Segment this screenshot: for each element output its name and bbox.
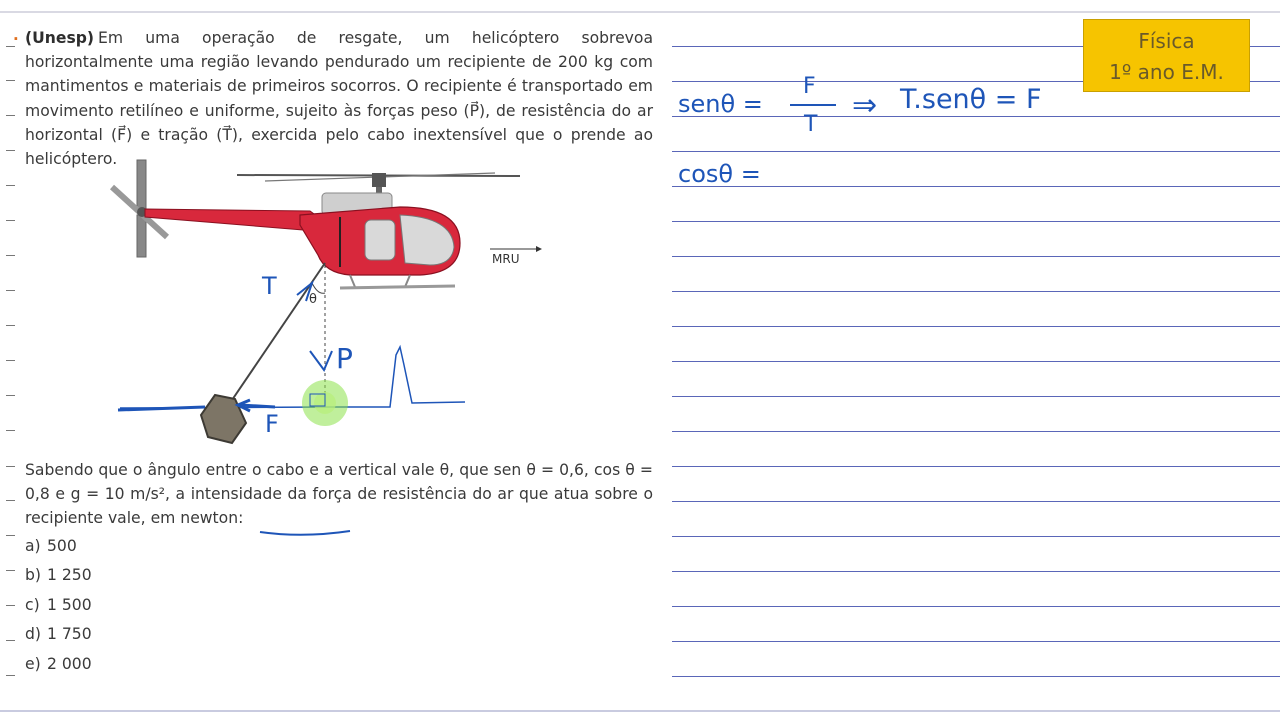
- hw-fraction-bar: [790, 104, 836, 106]
- angle-theta-label: θ: [309, 292, 317, 307]
- hw-cos-line: cosθ =: [678, 160, 761, 188]
- option-e[interactable]: e) 2 000: [25, 654, 92, 673]
- water-line: [120, 347, 465, 408]
- mru-label: MRU: [492, 252, 520, 266]
- badge-grade: 1º ano E.M.: [1109, 60, 1224, 84]
- tail-rotor: [112, 160, 167, 257]
- helicopter-figure: [100, 155, 600, 455]
- question-prompt: Sabendo que o ângulo entre o cabo e a vertical vale θ, que sen θ = 0,6, cos θ = 0,8 e g = 10 m/s², a intensidade da força de resistência do ar que atua sobre o recipiente vale, em newton:: [25, 461, 653, 527]
- answer-options: [25, 534, 92, 681]
- hw-implies-arrow: ⇒: [852, 88, 878, 123]
- weight-annotation: P: [336, 342, 353, 375]
- hw-frac-numerator: F: [803, 74, 816, 99]
- option-d[interactable]: d) 1 750: [25, 625, 92, 644]
- option-a[interactable]: a) 500: [25, 537, 77, 555]
- option-c[interactable]: c) 1 500: [25, 595, 92, 614]
- hw-sen-rhs: T.senθ = F: [900, 84, 1042, 115]
- tension-annotation: T: [262, 272, 277, 300]
- container: [201, 395, 246, 443]
- subject-badge: [1083, 19, 1250, 92]
- badge-subject: Física: [1138, 29, 1195, 53]
- question-source: (Unesp): [25, 29, 95, 47]
- drag-annotation: F: [265, 410, 279, 438]
- bottom-rule: [0, 710, 1280, 712]
- question-statement: Em uma operação de resgate, um helicóptero sobrevoa horizontalmente uma região levando pendurado um recipiente de 200 kg com mantimentos e materiais de primeiros socorros. O recipiente é transportado em movimento retilíneo e uniforme, sujeito às forças peso (P⃗), de resistência do ar horizontal (F⃗) e tração (T⃗), exercida pelo cabo inextensível que o prende ao helicóptero.: [25, 29, 653, 169]
- top-rule: [0, 11, 1280, 13]
- hw-frac-denominator: T: [804, 112, 818, 137]
- question-text: [25, 26, 653, 171]
- option-b[interactable]: b) 1 250: [25, 566, 92, 585]
- underline-stroke: [258, 526, 353, 538]
- hw-sen-lhs: senθ =: [678, 90, 763, 118]
- question-marker: .: [13, 26, 19, 44]
